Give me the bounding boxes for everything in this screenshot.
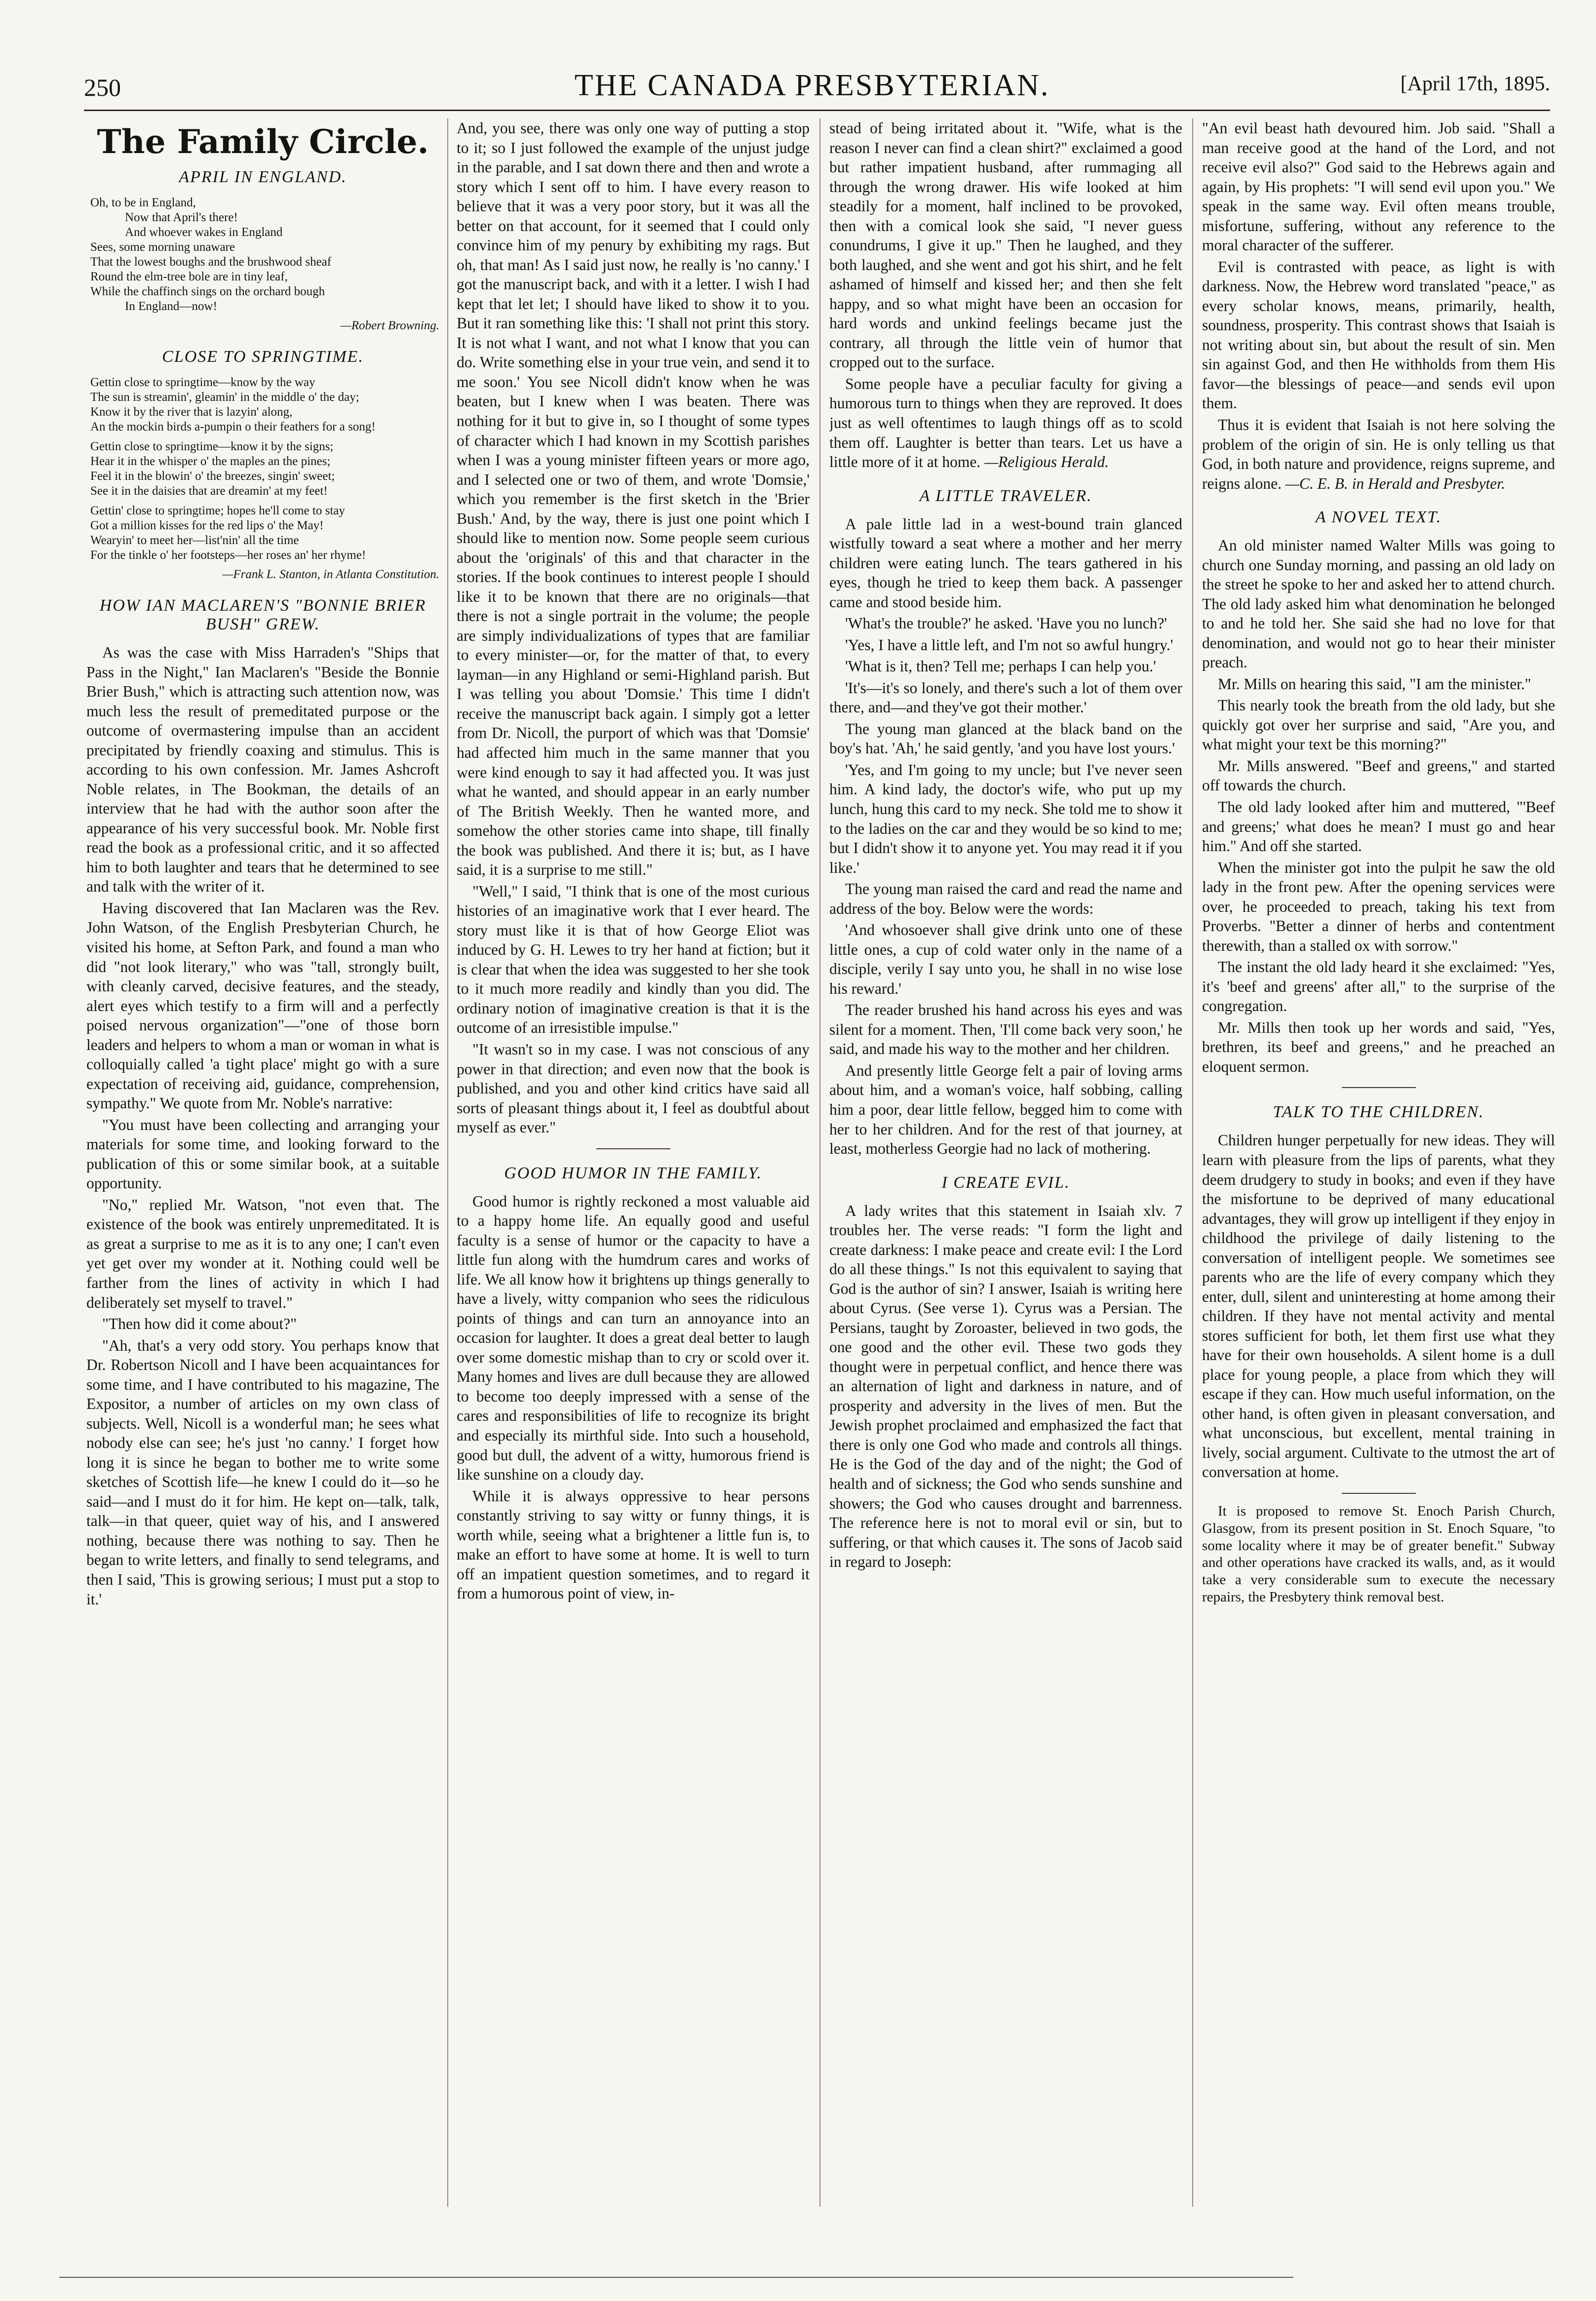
article-paragraph xyxy=(829,374,1182,472)
poem-line: Oh, to be in England, xyxy=(90,196,196,209)
article-paragraph: Mr. Mills on hearing this said, "I am the minister." xyxy=(1218,675,1531,693)
column-rule xyxy=(1192,118,1193,2207)
article-paragraph: And presently little George felt a pair of loving arms about him, and a woman's voice, half sobbing, calling him a poor, dear little fellow, begged him to come with her to her children. And for the rest of that journey, at least, motherless Georgie had no lack of mothering. xyxy=(829,1061,1182,1158)
poem-april-in-england xyxy=(86,195,439,314)
article-title: GOOD HUMOR IN THE FAMILY. xyxy=(504,1164,762,1182)
footer-rule xyxy=(59,2277,1293,2278)
article-paragraph: An old minister named Walter Mills was going to church one Sunday morning, and passing an old lady on the street he spoke to her and asked her to attend church. The old lady asked him what denomination he belonged to and he told her. She said she had no love for that denomination, and would not go to hear their minister preach. xyxy=(1202,537,1555,671)
section-masthead: The Family Circle. xyxy=(97,122,429,161)
header-rule xyxy=(84,110,1550,111)
article-paragraph: 'It's—it's so lonely, and there's such a lot of them over there, and—and they've got their mother.' xyxy=(829,679,1182,716)
article-paragraph: "It wasn't so in my case. I was not conscious of any power in that direction; and even now that the book is published, and you and other kind critics have said all sorts of pleasant things about it, I feel as doubtful about myself as ever." xyxy=(457,1040,810,1136)
article-paragraph: This nearly took the breath from the old lady, but she quickly got over her surprise and said, "Are you, and what might your text be this morning?" xyxy=(1202,697,1555,753)
article-paragraph: When the minister got into the pulpit he saw the old lady in the front pew. After the opening services were over, he proceeded to preach, taking his text from Proverbs. "Better a dinner of herbs and contentment therewith, than a stalled ox with sorrow." xyxy=(1202,858,1555,954)
poem-line: An the mockin birds a-pumpin o their feathers for a song! xyxy=(90,420,376,433)
poem-close-to-springtime xyxy=(86,375,439,563)
poem-line: See it in the daisies that are dreamin' at my feet! xyxy=(90,484,328,498)
article-paragraph: 'What's the trouble?' he asked. 'Have you no lunch?' xyxy=(845,615,1168,632)
article-paragraph: stead of being irritated about it. "Wife, what is the reason I never can find a clean shirt?" exclaimed a good but rather impatient husband, after rummaging all through the wrong drawer. His wife looked at him steadily for a moment, half inclined to be provoked, then with a comical look she said, "I never guess conundrums, I give it up." Then he laughed, and they both laughed, and she went and got his shirt, and he felt ashamed of himself and kissed her; and then she felt happy, and so what might have been an occasion for hard words and unkind feelings became just the contrary, all through the little vein of humor that cropped out to the surface. xyxy=(829,119,1182,371)
article-paragraph: The young man glanced at the black band on the boy's hat. 'Ah,' he said gently, 'and you have lost yours.' xyxy=(829,720,1182,757)
section-divider xyxy=(596,1148,670,1149)
article-paragraph-text: Thus it is evident that Isaiah is not here solving the problem of the origin of sin. He is only telling us that God, in both nature and providence, reigns supreme, and reigns alone. xyxy=(1202,416,1555,492)
poem-line: Feel it in the blowin' o' the breezes, singin' sweet; xyxy=(90,469,335,483)
poem-line: Got a million kisses for the red lips o' the May! xyxy=(90,519,324,532)
article-paragraph: "Well," I said, "I think that is one of the most curious histories of an imaginative work that I ever heard. The story must like it is that of how George Eliot was induced by G. H. Lewes to try her hand at fiction; but it is clear that when the idea was suggested to her she took to it much more readily and kindly than you did. The ordinary notion of imaginative creation is that it is the outcome of an irresistible impulse." xyxy=(457,882,810,1037)
article-paragraph: "No," replied Mr. Watson, "not even that. The existence of the book was entirely unpremeditated. It is as great a surprise to me as it is to any one; I can't even yet get over my wonder at it. Nothing could well be farther from the lines of activity in which I had deliberately set myself to travel." xyxy=(86,1196,439,1311)
article-paragraph: As was the case with Miss Harraden's "Ships that Pass in the Night," Ian Maclaren's "Beside the Bonnie Brier Bush," which is attracting such attention now, was much less the result of premeditated purpose or the outcome of overmastering impulse than an accident precipitated by friendly coaxing and stimulus. This is according to his own confession. Mr. James Ashcroft Noble relates, in The Bookman, the details of an interview that he had with the author soon after the appearance of his very successful book. Mr. Noble first read the book as a professional critic, and it so affected him to both laughter and tears that he determined to see and talk with the writer of it. xyxy=(86,644,439,896)
poem-line: Hear it in the whisper o' the maples an the pines; xyxy=(90,455,331,468)
article-title: A LITTLE TRAVELER. xyxy=(919,486,1092,505)
poem-line: For the tinkle o' her footsteps—her roses an' her rhyme! xyxy=(90,548,366,562)
article-paragraph: "You must have been collecting and arranging your materials for some time, and looking forward to the publication of this or some similar book, at a suitable opportunity. xyxy=(86,1116,439,1192)
poem-author: —Frank L. Stanton, in Atlanta Constitution. xyxy=(222,568,439,581)
article-paragraph: Mr. Mills answered. "Beef and greens," and started off towards the church. xyxy=(1202,757,1555,794)
article-paragraph: 'What is it, then? Tell me; perhaps I can help you.' xyxy=(845,658,1156,675)
issue-date: [April 17th, 1895. xyxy=(1400,73,1550,95)
section-divider xyxy=(1342,1493,1416,1494)
newspaper-title: THE CANADA PRESBYTERIAN. xyxy=(574,69,1050,102)
article-paragraph: "Ah, that's a very odd story. You perhaps know that Dr. Robertson Nicoll and I have been acquaintances for some time, and I have contributed to his magazine, The Expositor, a number of articles on my own class of subjects. Well, Nicoll is a wonderful man; he sees what nobody else can see; he's just 'no canny.' I forget how long it is since he began to bother me to write some sketches of Scottish life—he knew I could do it—so he said—and I must do it for him. He kept on—talk, talk, talk—in that queer, quiet way of his, and I answered nothing, because there was nothing to say. Then he began to write letters, and finally to send telegrams, and then I said, 'This is growing serious; I must put a stop to it.' xyxy=(86,1336,439,1608)
article-paragraph xyxy=(1202,415,1555,493)
article-paragraph: And, you see, there was only one way of putting a stop to it; so I just followed the example of the unjust judge in the parable, and I sat down there and then and wrote a story which I sent off to him. I have every reason to believe that it was a very poor story, but it was all the better on that account, for it seemed that I could only convince him of my penury by exhibiting my rags. But oh, that man! As I said just now, he really is 'no canny.' I got the manuscript back, and with it a letter. I wish I had kept that let let; I should have liked to show it to you. But it ran something like this: 'I shall not print this story. It is not what I want, and not what I know that you can do. Write something else in your true vein, and send it to me soon.' You see Nicoll didn't know when he was beaten, but I knew when I was beaten. There was nothing for it but to give in, so I thought of some types of character which I had known in my Scottish parishes when I was a young minister fifteen years or more ago, and I selected one or two of them, and wrote 'Domsie,' which you remember is the first sketch in the 'Brier Bush.' And, by the way, there is just one point which I should like to mention now. Some people seem curious about the 'originals' of this and that character in the stories. If the book continues to interest people I should like it to be known that there are no originals—that there is not a single portrait in the volume; the people are simply individualizations of types that are familiar to every minister—or, for the matter of that, to every layman—in any Highland or semi-Highland parish. But I was telling you about 'Domsie.' This time I didn't receive the manuscript back again. I simply got a letter from Dr. Nicoll, the purport of which was that 'Domsie' had affected him much in the same manner that you were kind enough to say it had affected you. It was just what he wanted, and should appear in an early number of The British Weekly. Then he wanted more, and somehow the other stories came into shape, till finally the book was published. And there it is; but, as I have said, it is a surprise to me still." xyxy=(457,119,810,879)
article-source: —Religious Herald. xyxy=(984,453,1109,471)
poem-line: Wearyin' to meet her—list'nin' all the time xyxy=(90,534,299,547)
poem-line: Gettin close to springtime—know by the way xyxy=(90,376,315,389)
article-title: HOW IAN MACLAREN'S "BONNIE BRIER BUSH" GREW. xyxy=(99,596,427,633)
article-paragraph: "An evil beast hath devoured him. Job said. "Shall a man receive good at the hand of the Lord, and not receive evil also?" God said to the Hebrews again and again, by His prophets: "I will send evil upon you." We speak in the same way. Evil often means trouble, misfortune, suffering, without any reference to the moral character of the sufferer. xyxy=(1202,119,1555,254)
page-header xyxy=(74,68,1550,108)
article-paragraph: A lady writes that this statement in Isaiah xlv. 7 troubles her. The verse reads: "I form the light and create darkness: I make peace and create evil: I the Lord do all these things." Is not this equivalent to saying that God is the author of sin? I answer, Isaiah is writing here about Cyrus. (See verse 1). Cyrus was a Persian. The Persians, taught by Zoroaster, believed in two gods, the one good and the other evil. These two gods they thought were in perpetual conflict, and hence there was an alternation of light and darkness in nature, and of prosperity and adversity in the lives of men. But the Jewish prophet proclaimed and emphasized the fact that there is only one God who made and controls all things. He is the God of the day and of the night; the God of health and of sickness; the God who sends sunshine and showers; the God who causes drought and barrenness. The reference here is not to moral evil or sin, but to suffering, or that which causes it. The sons of Jacob said in regard to Joseph: xyxy=(829,1202,1182,1571)
news-note: It is proposed to remove St. Enoch Parish Church, Glasgow, from its present position in St. Enoch Square, "to some locality where it may be of greater benefit." Subway and other operations have cracked its walls, and, as it would take a very considerable sum to execute the necessary repairs, the Presbytery think removal best. xyxy=(1202,1503,1555,1605)
article-title: TALK TO THE CHILDREN. xyxy=(1273,1103,1484,1122)
poem-line: Gettin' close to springtime; hopes he'll come to stay xyxy=(90,504,345,517)
poem-author: —Robert Browning. xyxy=(340,319,439,332)
article-source: —C. E. B. in Herald and Presbyter. xyxy=(1285,474,1505,492)
column-rule xyxy=(819,118,820,2207)
poem-line: And whoever wakes in England xyxy=(125,226,283,239)
article-paragraph: 'And whosoever shall give drink unto one of these little ones, a cup of cold water only in the name of a disciple, verily I say unto you, he shall in no wise lose his reward.' xyxy=(829,921,1182,997)
page-number: 250 xyxy=(84,74,121,101)
article-title: I CREATE EVIL. xyxy=(941,1173,1070,1192)
article-paragraph: While it is always oppressive to hear persons constantly striving to say witty or funny things, it is worth while, seeing what a brightener a little fun is, to make an effort to have some at home. It is well to turn off an impatient question sometimes, and to regard it from a humorous point of view, in- xyxy=(457,1487,810,1602)
poem-title: CLOSE TO SPRINGTIME. xyxy=(162,348,364,366)
poem-line: While the chaffinch sings on the orchard bough xyxy=(90,285,325,298)
article-title: A NOVEL TEXT. xyxy=(1315,508,1442,527)
column-1 xyxy=(86,118,439,2236)
poem-line: In England—now! xyxy=(125,300,217,313)
article-paragraph: The old lady looked after him and muttered, "'Beef and greens;' what does he mean? I must go and hear him." And off she started. xyxy=(1202,798,1555,855)
column-3 xyxy=(829,118,1182,2236)
section-divider xyxy=(1342,1087,1416,1088)
article-paragraph: Evil is contrasted with peace, as light is with darkness. Now, the Hebrew word translated "peace," as every scholar knows, means, primarily, health, soundness, prosperity. This contrast shows that Isaiah is not writing about sin, but about the result of sin. Men sin against God, and then He withholds from them His favor—the blessings of peace—and sends evil upon them. xyxy=(1202,258,1555,412)
poem-line: Know it by the river that is lazyin' along, xyxy=(90,405,293,419)
article-paragraph: The reader brushed his hand across his eyes and was silent for a moment. Then, 'I'll come back very soon,' he said, and made his way to the mother and her children. xyxy=(829,1001,1182,1058)
article-paragraph: 'Yes, I have a little left, and I'm not so awful hungry.' xyxy=(845,636,1173,654)
poem-line: Gettin close to springtime—know it by the signs; xyxy=(90,440,334,453)
article-paragraph: 'Yes, and I'm going to my uncle; but I've never seen him. A kind lady, the doctor's wife, who put up my lunch, hung this card to my neck. She told me to show it to the ladies on the car and they would be so kind to me; but I didn't show it to anyone yet. You may read it if you like.' xyxy=(829,761,1182,876)
poem-line: Round the elm-tree bole are in tiny leaf, xyxy=(90,270,288,283)
article-paragraph: Good humor is rightly reckoned a most valuable aid to a happy home life. An equally good and useful faculty is a sense of humor or the capacity to have a little fun along with the humdrum cares and works of life. We all know how it brightens up things generally to have a lively, witty companion who sees the ridiculous points of things and can turn an annoyance into an occasion for laughter. It does a great deal better to laugh over some domestic mishap than to cry or scold over it. Many homes and lives are dull because they are allowed to become too deeply impressed with a sense of the cares and responsibilities of life to recognize its bright and especially its mirthful side. Into such a household, good but dull, the advent of a witty, humorous friend is like sunshine on a cloudy day. xyxy=(457,1192,810,1483)
article-paragraph: Children hunger perpetually for new ideas. They will learn with pleasure from the lips of parents, what they deem drudgery to study in books; and even if they have the misfortune to be deprived of many educational advantages, they will grow up intelligent if they enjoy in childhood the privilege of daily listening to the conversation of intelligent people. We sometimes see parents who are the life of every company which they enter, dull, silent and uninteresting at home among their children. If they have not mental activity and mental stores sufficient for both, let them first use what they have for their own households. A silent home is a dull place for young people, a place from which they will escape if they can. How much useful information, on the other hand, is often given in pleasant conversation, and what unconscious, but excellent, mental training in lively, social argument. Cultivate to the utmost the art of conversation at home. xyxy=(1202,1131,1555,1481)
poem-line: Sees, some morning unaware xyxy=(90,240,235,254)
article-paragraph: The instant the old lady heard it she exclaimed: "Yes, it's 'beef and greens' after all," to the surprise of the congregation. xyxy=(1202,958,1555,1015)
poem-line: That the lowest boughs and the brushwood sheaf xyxy=(90,255,332,269)
article-paragraph-text: Some people have a peculiar faculty for giving a humorous turn to things when they are reproved. It does just as well oftentimes to laugh things off as to scold them off. Laughter is better than tears. Let us have a little more of it at home. xyxy=(829,375,1182,471)
poem-title: APRIL IN ENGLAND. xyxy=(179,168,347,186)
article-paragraph: Mr. Mills then took up her words and said, "Yes, brethren, its beef and greens," and he preached an eloquent sermon. xyxy=(1202,1018,1555,1075)
column-2 xyxy=(457,118,810,2236)
poem-line: The sun is streamin', gleamin' in the middle o' the day; xyxy=(90,390,359,404)
column-rule xyxy=(447,118,448,2207)
article-paragraph: A pale little lad in a west-bound train glanced wistfully toward a seat where a mother and her merry children were eating lunch. The tears gathered in his eyes, though he tried to keep them back. A passenger came and stood beside him. xyxy=(829,515,1182,611)
poem-line: Now that April's there! xyxy=(125,211,238,224)
article-paragraph: "Then how did it come about?" xyxy=(102,1315,297,1333)
article-paragraph: Having discovered that Ian Maclaren was the Rev. John Watson, of the English Presbyterian Church, he visited his home, at Sefton Park, and found a man who did "not look literary," who was "tall, strongly built, with cleanly carved, decisive features, and the steady, alert eyes which testify to a firm will and a perfectly poised nervous organization"—"one of those born leaders and helpers to whom a man or woman in what is colloquially called 'a tight place' might go with a sure expectation of receiving aid, guidance, comprehension, sympathy." We quote from Mr. Noble's narrative: xyxy=(86,899,439,1112)
column-4 xyxy=(1202,118,1555,2236)
article-paragraph: The young man raised the card and read the name and address of the boy. Below were the words: xyxy=(829,880,1182,917)
